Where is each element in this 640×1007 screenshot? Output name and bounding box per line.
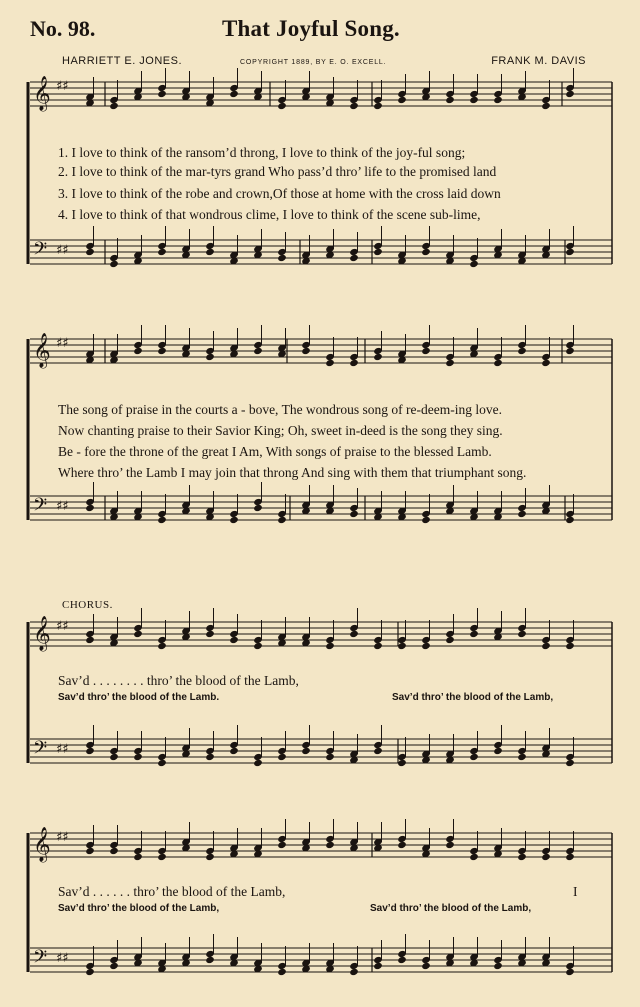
key-signature-icon: ♯♯ xyxy=(56,951,69,966)
note-head-icon xyxy=(109,753,119,761)
lyricist-credit: HARRIETT E. JONES. xyxy=(62,55,183,67)
note-head-icon xyxy=(445,359,455,367)
note-head-icon xyxy=(253,759,263,767)
note-head-icon xyxy=(373,642,383,650)
note-head-icon xyxy=(325,642,335,650)
note-head-icon xyxy=(301,747,311,755)
key-signature-icon: ♯♯ xyxy=(56,619,69,634)
note-head-icon xyxy=(421,962,431,970)
note-head-icon xyxy=(205,956,215,964)
note-head-icon xyxy=(517,753,527,761)
note-head-icon xyxy=(85,847,95,855)
note-head-icon xyxy=(325,359,335,367)
note-head-icon xyxy=(133,853,143,861)
verse-1-line-a: 1. I love to think of the ransom’d throng, I love to think of the joy-ful song; xyxy=(58,145,466,160)
note-head-icon xyxy=(133,347,143,355)
verse-1-line-b: The song of praise in the courts a - bove, The wondrous song of re-deem-ing love. xyxy=(58,402,503,417)
verse-3-line-a: 3. I love to think of the robe and crown,Of those at home with the cross laid down xyxy=(58,186,501,201)
bass-clef-icon: 𝄢 xyxy=(33,495,48,520)
note-head-icon xyxy=(157,516,167,524)
note-head-icon xyxy=(493,747,503,755)
treble-clef-icon: 𝄞 xyxy=(33,827,51,862)
treble-clef-icon: 𝄞 xyxy=(33,76,51,111)
note-head-icon xyxy=(109,962,119,970)
verse-4-line-b: Where thro’ the Lamb I may join that throng And sing with them that triumphant song. xyxy=(58,465,527,480)
note-head-icon xyxy=(541,642,551,650)
chorus-line-2-end: I xyxy=(573,884,578,899)
note-head-icon xyxy=(517,630,527,638)
note-head-icon xyxy=(229,747,239,755)
note-head-icon xyxy=(565,90,575,98)
key-signature-icon: ♯♯ xyxy=(56,830,69,845)
note-head-icon xyxy=(373,248,383,256)
treble-clef-icon: 𝄞 xyxy=(33,616,51,651)
note-head-icon xyxy=(109,102,119,110)
note-head-icon xyxy=(445,96,455,104)
note-head-icon xyxy=(277,254,287,262)
note-head-icon xyxy=(157,853,167,861)
key-signature-icon: ♯♯ xyxy=(56,243,69,258)
note-head-icon xyxy=(565,759,575,767)
note-head-icon xyxy=(157,642,167,650)
note-head-icon xyxy=(325,841,335,849)
bass-clef-icon: 𝄢 xyxy=(33,947,48,972)
chorus-bass-line-2b: Sav’d thro’ the blood of the Lamb, xyxy=(370,903,532,914)
note-head-icon xyxy=(229,90,239,98)
note-head-icon xyxy=(349,102,359,110)
bass-clef-icon: 𝄢 xyxy=(33,239,48,264)
key-signature-icon: ♯♯ xyxy=(56,499,69,514)
note-head-icon xyxy=(85,504,95,512)
note-head-icon xyxy=(157,90,167,98)
note-head-icon xyxy=(493,359,503,367)
note-head-icon xyxy=(277,841,287,849)
note-head-icon xyxy=(397,841,407,849)
bass-clef-icon: 𝄢 xyxy=(33,738,48,763)
verse-2-line-a: 2. I love to think of the mar-tyrs grand Who pass’d thro’ life to the promised land xyxy=(58,164,497,179)
note-head-icon xyxy=(517,347,527,355)
note-head-icon xyxy=(421,248,431,256)
note-head-icon xyxy=(421,516,431,524)
hymn-title: That Joyful Song. xyxy=(222,16,400,41)
note-head-icon xyxy=(229,636,239,644)
note-head-icon xyxy=(493,962,503,970)
note-head-icon xyxy=(541,102,551,110)
note-head-icon xyxy=(85,636,95,644)
note-head-icon xyxy=(253,347,263,355)
note-head-icon xyxy=(421,347,431,355)
key-signature-icon: ♯♯ xyxy=(56,742,69,757)
note-head-icon xyxy=(349,254,359,262)
note-head-icon xyxy=(469,630,479,638)
note-head-icon xyxy=(565,347,575,355)
note-head-icon xyxy=(469,853,479,861)
note-head-icon xyxy=(397,642,407,650)
chorus-bass-line-2a: Sav’d thro’ the blood of the Lamb, xyxy=(58,903,220,914)
note-head-icon xyxy=(205,753,215,761)
note-head-icon xyxy=(373,102,383,110)
note-head-icon xyxy=(373,747,383,755)
note-head-icon xyxy=(205,630,215,638)
note-head-icon xyxy=(469,753,479,761)
note-head-icon xyxy=(157,248,167,256)
note-head-icon xyxy=(301,347,311,355)
key-signature-icon: ♯♯ xyxy=(56,79,69,94)
note-head-icon xyxy=(205,853,215,861)
verse-2-line-b: Now chanting praise to their Savior King; Oh, sweet in-deed is the song they sing. xyxy=(58,423,503,438)
note-head-icon xyxy=(397,956,407,964)
chorus-bass-line-1a: Sav’d thro’ the blood of the Lamb. xyxy=(58,692,220,703)
note-head-icon xyxy=(469,260,479,268)
note-head-icon xyxy=(205,353,215,361)
note-head-icon xyxy=(445,636,455,644)
note-head-icon xyxy=(565,248,575,256)
note-head-icon xyxy=(157,759,167,767)
note-head-icon xyxy=(517,510,527,518)
note-head-icon xyxy=(517,853,527,861)
note-head-icon xyxy=(253,642,263,650)
note-head-icon xyxy=(85,968,95,976)
note-head-icon xyxy=(565,516,575,524)
note-head-icon xyxy=(349,968,359,976)
note-head-icon xyxy=(421,642,431,650)
note-head-icon xyxy=(277,516,287,524)
verse-3-line-b: Be - fore the throne of the great I Am, With songs of praise to the blessed Lamb. xyxy=(58,444,492,459)
note-head-icon xyxy=(493,96,503,104)
note-head-icon xyxy=(541,853,551,861)
note-head-icon xyxy=(277,102,287,110)
chorus-line-1: Sav’d . . . . . . . . thro’ the blood of the Lamb, xyxy=(58,673,299,688)
note-head-icon xyxy=(133,753,143,761)
note-head-icon xyxy=(325,753,335,761)
note-head-icon xyxy=(277,968,287,976)
copyright-notice: COPYRIGHT 1889, BY E. O. EXCELL. xyxy=(240,59,387,66)
note-head-icon xyxy=(445,841,455,849)
composer-credit: FRANK M. DAVIS xyxy=(491,55,586,67)
note-head-icon xyxy=(565,968,575,976)
note-head-icon xyxy=(373,962,383,970)
note-head-icon xyxy=(397,759,407,767)
note-head-icon xyxy=(85,747,95,755)
note-head-icon xyxy=(469,96,479,104)
note-head-icon xyxy=(373,353,383,361)
note-head-icon xyxy=(85,248,95,256)
note-head-icon xyxy=(133,630,143,638)
verse-4-line-a: 4. I love to think of that wondrous clime, I love to think of the scene sub-lime, xyxy=(58,207,481,222)
hymn-number: No. 98. xyxy=(30,16,96,41)
note-head-icon xyxy=(253,504,263,512)
note-head-icon xyxy=(109,260,119,268)
note-head-icon xyxy=(565,642,575,650)
note-head-icon xyxy=(277,753,287,761)
key-signature-icon: ♯♯ xyxy=(56,336,69,351)
note-head-icon xyxy=(157,347,167,355)
note-head-icon xyxy=(205,248,215,256)
note-head-icon xyxy=(229,516,239,524)
note-head-icon xyxy=(541,359,551,367)
note-head-icon xyxy=(349,359,359,367)
note-head-icon xyxy=(109,847,119,855)
chorus-bass-line-1b: Sav’d thro’ the blood of the Lamb, xyxy=(392,692,554,703)
note-head-icon xyxy=(397,96,407,104)
chorus-label: CHORUS. xyxy=(62,599,113,611)
note-head-icon xyxy=(349,510,359,518)
treble-clef-icon: 𝄞 xyxy=(33,333,51,368)
chorus-line-2: Sav’d . . . . . . thro’ the blood of the Lamb, xyxy=(58,884,286,899)
note-head-icon xyxy=(565,853,575,861)
note-head-icon xyxy=(349,630,359,638)
